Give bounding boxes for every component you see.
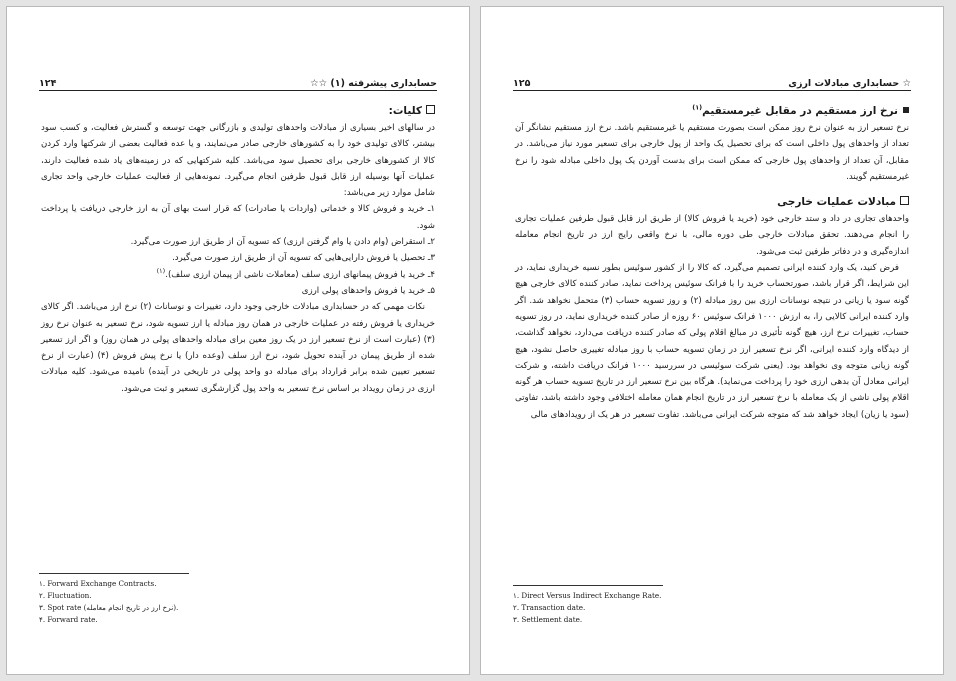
footnote: ۴. Forward rate. bbox=[39, 615, 98, 624]
footnotes bbox=[513, 590, 911, 626]
body-paragraph: نرخ تسعیر ارز به عنوان نرخ روز ممکن است بصورت مستقیم یا غیرمستقیم باشد. نرخ ارز مستقیم نشانگر آن تعداد از واحدهای پول داخلی است که برای تحصیل یک واحد از پول خارجی برای تسعیر مورد نیاز می‌باشد. در مقابل، آن تعداد از واحدهای پول خارجی که ممکن است برای بدست آوردن یک پول داخلی مبادله شود را نرخ غیرمستقیم گویند. bbox=[515, 123, 909, 182]
section-heading: کلیات: bbox=[41, 102, 435, 120]
body-paragraph: واحدهای تجاری در داد و ستد خارجی خود (خرید یا فروش کالا) از طریق ارز قابل قبول طرفین عملیات تجاری را انجام می‌دهند. تحقق مبادلات خارجی طی دوره مالی، با نرخ واقعی رایج ارز در تاریخ انجام معامله اندازه‌گیری و در دفاتر طرفین ثبت می‌شود. bbox=[515, 214, 909, 257]
footnote: ۱. Direct Versus Indirect Exchange Rate. bbox=[513, 591, 662, 600]
list-item: ۴ـ خرید یا فروش پیمانهای ارزی سلف (معاملات ناشی از پیمان ارزی سلف).$^{(۱)}$ bbox=[156, 266, 435, 280]
page-header bbox=[39, 75, 437, 89]
section-heading: مبادلات عملیات خارجی bbox=[515, 193, 909, 211]
body-paragraph: نکات مهمی که در حسابداری مبادلات خارجی وجود دارد، تغییرات و نوسانات (۲) نرخ ارز می‌باشد. اگر کالای خریداری یا فروش رفته در عملیات خارجی در همان روز مبادله یا ارز تسویه شود، نرخ تسعیر به عنوان نرخ روز (۳) (عبارت است از نرخ تسعیر ارز در یک روز معین برای مبادله واحدهای پولی در همان روز) و اگر ارز تسعیر شده از طریق پیمان در آینده تحویل شود، نرخ ارز سلف (وعده دار) یا نرخ پیش فروش (۴) (عبارت از نرخ تسعیر تعیین شده برابر قرارداد برای مبادله دو واحد پولی در تاریخی در آینده) نامیده می‌شود. کلیه مبادلات ارزی در زمان رویداد بر اساس نرخ تسعیر به واحد پول گزارشگری تسعیر و ثبت می‌شود. bbox=[41, 302, 435, 394]
square-bullet-icon bbox=[900, 196, 909, 205]
list-item: ۳ـ تحصیل یا فروش دارایی‌هایی که تسویه آن از طریق ارز صورت می‌گیرد. bbox=[172, 253, 435, 264]
running-title: حسابداری پیشرفته (۱) ☆☆ bbox=[310, 78, 437, 89]
list-item: ۱ـ خرید و فروش کالا و خدماتی (واردات یا صادرات) که قرار است بهای آن به ارز خارجی دریافت یا پرداخت شود. bbox=[41, 204, 435, 231]
intro-paragraph: در سالهای اخیر بسیاری از مبادلات واحدهای تولیدی و بازرگانی جهت توسعه و گسترش فعالیت، و کسب سود بیشتر، کالای تولیدی خود را به کشورهای خارجی صادر می‌نمایند، و یا عده فعالیت بعضی از شرکتها وارد کردن کالا از کشورهای خارجی برای تحصیل سود می‌باشد. کلیه شرکتهایی که در زمینه‌های یاد شده فعالیت دارند، عملیات آنها بوسیله ارز قابل قبول طرفین انجام می‌گیرد. نمونه‌هایی از فعالیت عملیات خارجی واحد تجاری شامل موارد زیر می‌باشد: bbox=[41, 123, 435, 199]
activity-list bbox=[41, 201, 435, 299]
body-paragraph: فرض کنید، یک وارد کننده ایرانی تصمیم می‌گیرد، که کالا را از کشور سوئیس بطور نسیه خریداری نماید، در این شرایط، اگر قرار باشد، صورتحساب خرید را با فرانک سوئیس پرداخت نماید، صادر کننده کالای خارجی هیچ گونه سود یا زیانی در نتیجه نوسانات ارزی بین روز مبادله (۲) و روز تسویه حساب (۳) متحمل نخواهد شد. اگر وارد کننده ایرانی کالایی را، به ارزش ۱۰۰۰ فرانک سوئیس ۶۰ روزه از صادر کننده خریداری نماید، در روز تسویه حساب، تغییرات نرخ ارز، هیچ گونه تأثیری در مبالغ اقلام پولی که صادر کننده دریافت می‌دارد، نخواهد گذاشت، از دیدگاه وارد کننده ایرانی، اگر نرخ تسعیر ارز در زمان تسویه حساب با روز مبادله تغییری حاصل نشود، هیچ گونه زیانی متوجه وی نخواهد بود. (یعنی شرکت سوئیسی در سررسید ۱۰۰۰ فرانک دریافت داشته، و شرکت ایرانی معادل آن بدهی ارزی خود را پرداخت می‌نماید). هرگاه بین نرخ تسعیر ارز در تاریخ تسویه حساب هر گونه اقلام پولی ناشی از یک معامله با نرخ تسعیر ارز در تاریخ انجام همان معامله اختلافی وجود داشته باشد، تفاوتی (سود یا زیان) ایجاد خواهد شد که متوجه شرکت ایرانی می‌باشد. تفاوت تسعیر در هر یک از رویدادهای مالی bbox=[515, 263, 910, 420]
footnote: ۳. Settlement date. bbox=[513, 615, 583, 624]
header-rule bbox=[39, 90, 437, 91]
page-body bbox=[515, 102, 909, 423]
right-page bbox=[480, 6, 944, 675]
footnotes bbox=[39, 578, 437, 626]
running-title: ☆ حسابداری مبادلات ارزی bbox=[788, 78, 911, 89]
footnote-rule bbox=[513, 585, 663, 586]
page-header bbox=[513, 75, 911, 89]
list-item: ۲ـ استقراض (وام دادن یا وام گرفتن ارزی) که تسویه آن از طریق ارز صورت می‌گیرد. bbox=[130, 237, 435, 248]
page-body bbox=[41, 102, 435, 397]
page-number: ۱۲۴ bbox=[39, 78, 57, 89]
footnote: ۲. Transaction date. bbox=[513, 603, 586, 612]
footnote: ۲. Fluctuation. bbox=[39, 591, 92, 600]
footnote-marker: (۱) bbox=[156, 266, 166, 275]
page-number: ۱۲۵ bbox=[513, 78, 531, 89]
section-heading: نرخ ارز مستقیم در مقابل غیرمستقیم$^{(۱)}$ bbox=[515, 102, 909, 120]
footnote: ۱. Forward Exchange Contracts. bbox=[39, 579, 157, 588]
footnote-rule bbox=[39, 573, 189, 574]
header-rule bbox=[513, 90, 911, 91]
square-bullet-icon bbox=[903, 107, 909, 113]
footnote: ۳. Spot rate (نرخ ارز در تاریخ انجام معامله). bbox=[39, 603, 179, 612]
left-page bbox=[6, 6, 470, 675]
square-bullet-icon bbox=[426, 105, 435, 114]
list-item: ۵ـ خرید یا فروش واحدهای پولی ارزی bbox=[301, 285, 435, 296]
